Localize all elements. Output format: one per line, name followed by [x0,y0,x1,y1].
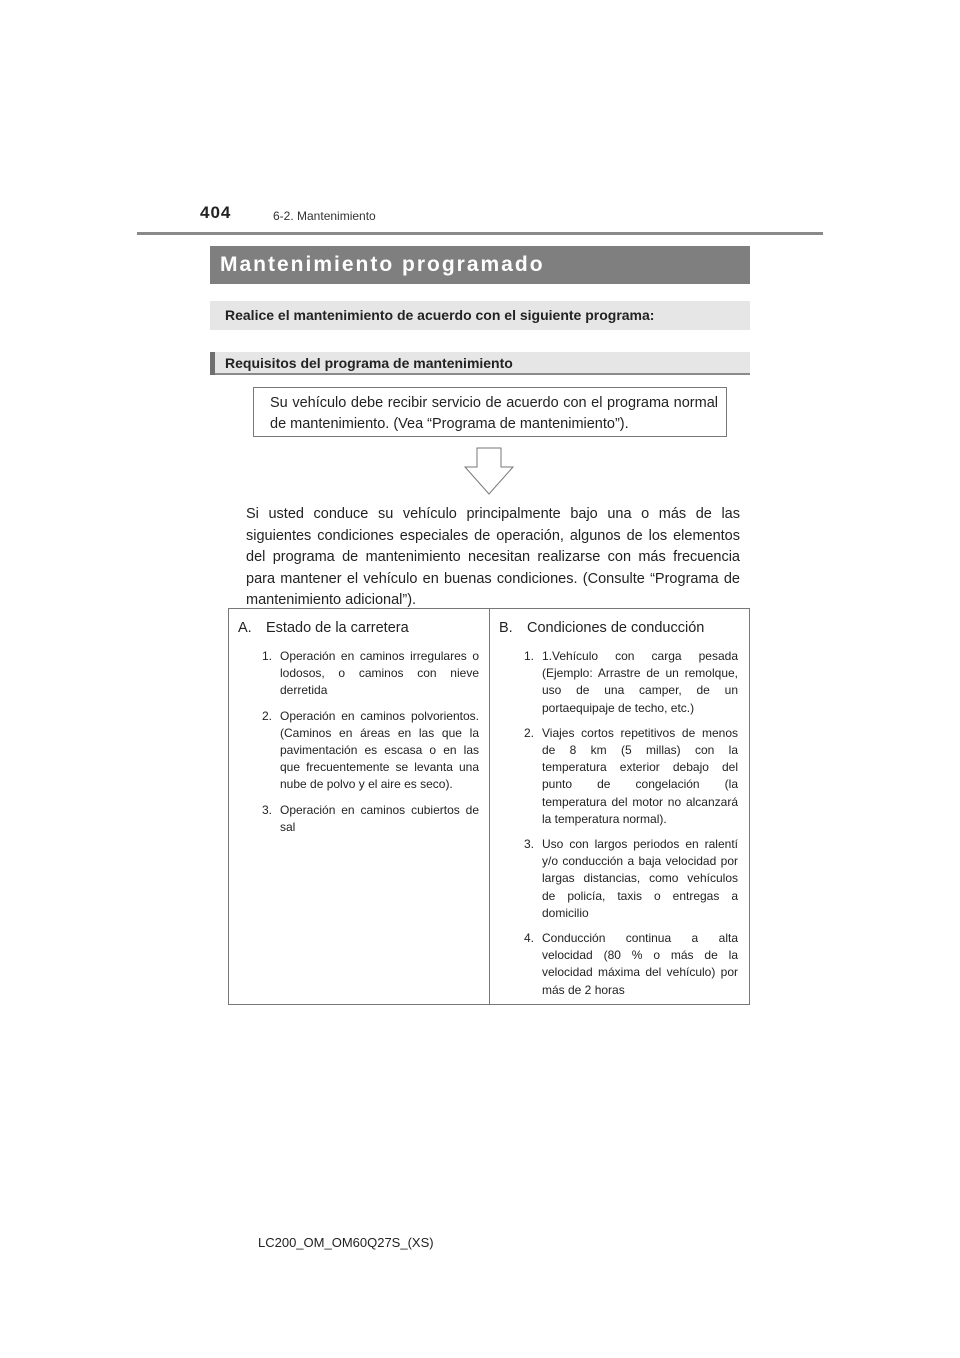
list-item-number: 1. [262,649,273,663]
column-b-title: Condiciones de conducción [527,620,705,636]
list-item-number: 1. [524,649,535,663]
list-item-number: 4. [524,931,535,946]
page-title: Mantenimiento programado [220,253,545,276]
header-rule [137,232,823,235]
list-item-number: 2. [524,725,535,740]
list-item-text: Operación en caminos irregulares o lodosos, o caminos con nieve derretida [280,649,479,698]
requirements-text: Su vehículo debe recibir servicio de acuerdo con el programa normal de mantenimiento. (Vea “Programa de mantenimiento”). [270,395,718,432]
requirements-heading-bar [210,352,750,375]
intro-bar [210,301,750,330]
list-item [524,930,738,999]
column-a-list [262,648,479,844]
requirements-heading: Requisitos del programa de mantenimiento [225,355,513,371]
column-a-letter: A. [238,620,252,636]
intro-text: Realice el mantenimiento de acuerdo con el siguiente programa: [225,307,655,323]
list-item-text: Conducción continua a alta velocidad (80 % o más de la velocidad máxima del vehículo) por más de 2 horas [542,931,738,997]
list-item-number: 2. [262,708,273,723]
page-number: 404 [200,203,232,222]
list-item-text: Uso con largos periodos en ralentí y/o conducción a baja velocidad por largas distancias, como vehículos de policía, taxis o entregas a domicilio [542,837,738,920]
list-item [262,802,479,836]
list-item-text: 1.Vehículo con carga pesada (Ejemplo: Arrastre de un remolque, uso de una camper, de un portaequipaje de techo, etc.) [542,649,738,715]
list-item [524,836,738,922]
list-item [524,648,738,717]
conditions-column-a [229,609,490,1004]
list-item [262,708,479,794]
down-arrow-icon [464,447,514,497]
requirements-box [253,387,727,437]
section-label: 6-2. Mantenimiento [273,209,376,223]
list-item-text: Operación en caminos cubiertos de sal [280,802,479,834]
list-item-number: 3. [524,837,535,852]
title-bar [210,246,750,284]
list-item [524,725,738,828]
list-item-text: Operación en caminos polvorientos. (Caminos en áreas en las que la pavimentación es escasa o en las que frecuentemente se levanta una nube de polvo y el aire es seco). [280,708,479,792]
conditions-column-b [490,609,749,1004]
column-b-letter: B. [499,620,513,636]
body-paragraph: Si usted conduce su vehículo principalmente bajo una o más de las siguientes condiciones especiales de operación, algunos de los elementos del programa de mantenimiento necesitan realizarse con más frecuencia para mantener el vehículo en buenas condiciones. (Consulte “Programa de mantenimiento adicional”). [246,506,740,609]
list-item-text: Viajes cortos repetitivos de menos de 8 km (5 millas) con la temperatura exterior debajo del punto de congelación (la temperatura del motor no alcanzará la temperatura normal). [542,725,738,826]
list-item-number: 3. [262,802,273,817]
column-b-heading [499,620,704,636]
column-a-title: Estado de la carretera [266,620,409,636]
conditions-table [228,608,750,1005]
column-b-list [524,648,738,1007]
footer-code: LC200_OM_OM60Q27S_(XS) [258,1235,434,1250]
column-a-heading [238,620,409,636]
list-item [262,648,479,700]
